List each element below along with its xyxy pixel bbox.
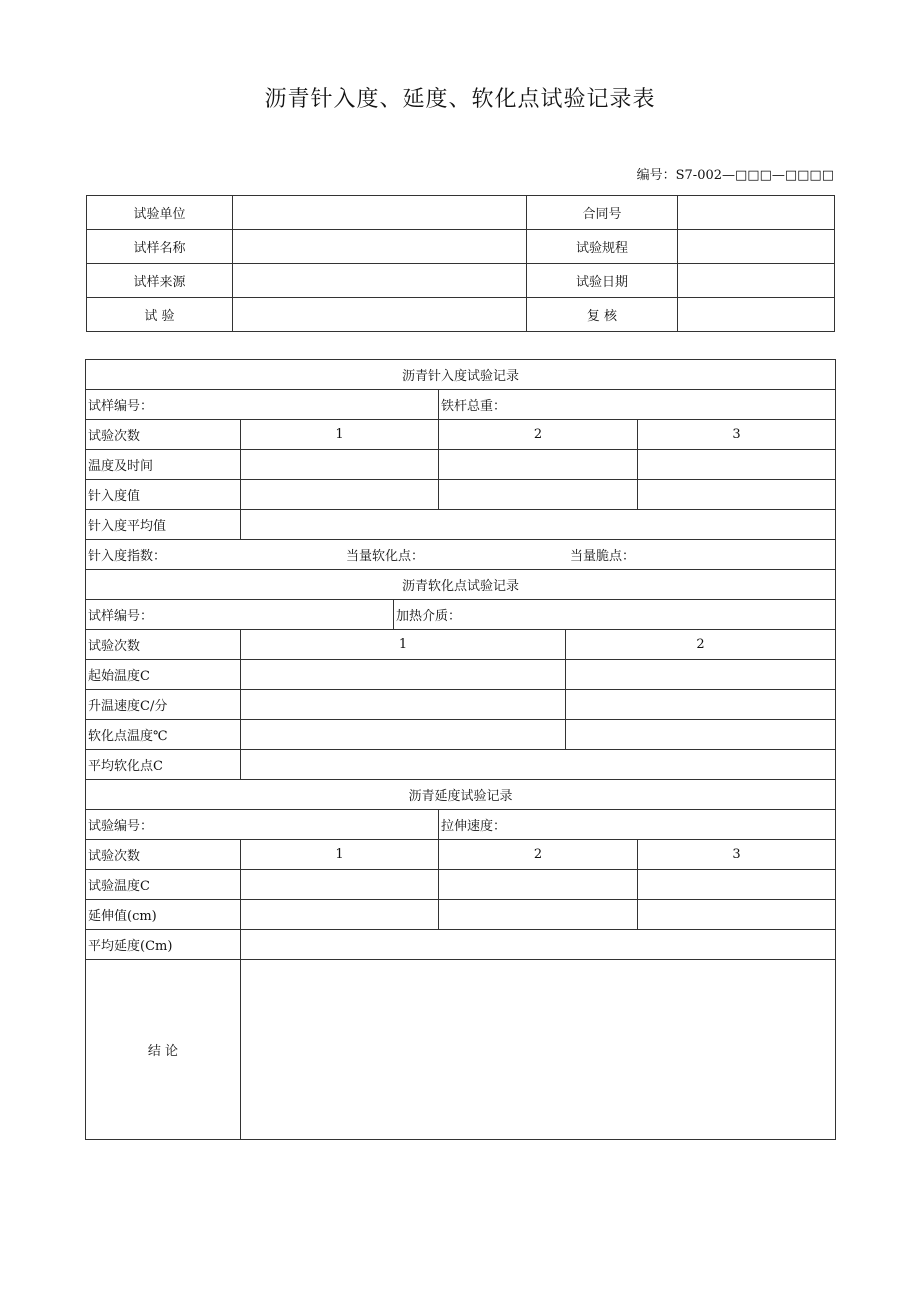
pen-temp-time-2[interactable] — [439, 450, 638, 480]
soft-avg-label: 平均软化点C — [86, 750, 241, 780]
pen-sample-no[interactable]: 试样编号： — [86, 390, 439, 420]
soft-start-temp-1[interactable] — [241, 660, 566, 690]
label-reviewer: 复 核 — [527, 298, 678, 332]
duct-trial-1: 1 — [241, 840, 439, 870]
duct-value-1[interactable] — [241, 900, 439, 930]
duct-value-2[interactable] — [439, 900, 638, 930]
duct-trial-2: 2 — [439, 840, 638, 870]
label-date: 试验日期 — [527, 264, 678, 298]
label-spec: 试验规程 — [527, 230, 678, 264]
field-sample-name[interactable] — [233, 230, 527, 264]
field-contract[interactable] — [678, 196, 835, 230]
soft-trial-2: 2 — [566, 630, 836, 660]
duct-temp-3[interactable] — [638, 870, 836, 900]
pen-eq-soft: 当量软化点： — [346, 549, 425, 564]
field-unit[interactable] — [233, 196, 527, 230]
soft-start-temp-2[interactable] — [566, 660, 836, 690]
field-date[interactable] — [678, 264, 835, 298]
soft-trial-label: 试验次数 — [86, 630, 241, 660]
soft-trial-1: 1 — [241, 630, 566, 660]
soft-sample-no[interactable]: 试样编号： — [86, 600, 394, 630]
label-sample-source: 试样来源 — [87, 264, 233, 298]
soft-rate-label: 升温速度C/分 — [86, 690, 241, 720]
form-code: 编号：S7-002—□□□—□□□□ — [636, 168, 834, 183]
pen-eq-brittle: 当量脆点： — [570, 549, 636, 564]
pen-trial-1: 1 — [241, 420, 439, 450]
duct-temp-2[interactable] — [439, 870, 638, 900]
pen-index: 针入度指数： — [88, 549, 167, 564]
pen-index-row[interactable] — [86, 540, 836, 570]
soft-point-2[interactable] — [566, 720, 836, 750]
pen-section-title: 沥青针入度试验记录 — [86, 360, 836, 390]
info-table — [86, 195, 835, 332]
record-table — [85, 359, 836, 1140]
pen-value-3[interactable] — [638, 480, 836, 510]
duct-avg-value[interactable] — [241, 930, 836, 960]
pen-value-label: 针入度值 — [86, 480, 241, 510]
soft-avg-value[interactable] — [241, 750, 836, 780]
soft-section-title: 沥青软化点试验记录 — [86, 570, 836, 600]
pen-avg-label: 针入度平均值 — [86, 510, 241, 540]
soft-rate-2[interactable] — [566, 690, 836, 720]
duct-trial-3: 3 — [638, 840, 836, 870]
soft-rate-1[interactable] — [241, 690, 566, 720]
field-reviewer[interactable] — [678, 298, 835, 332]
soft-medium[interactable]: 加热介质： — [394, 600, 836, 630]
pen-temp-time-3[interactable] — [638, 450, 836, 480]
soft-point-1[interactable] — [241, 720, 566, 750]
pen-avg-value[interactable] — [241, 510, 836, 540]
label-unit: 试验单位 — [87, 196, 233, 230]
label-contract: 合同号 — [527, 196, 678, 230]
pen-trial-2: 2 — [439, 420, 638, 450]
field-sample-source[interactable] — [233, 264, 527, 298]
conclusion-label: 结 论 — [86, 960, 241, 1140]
duct-temp-1[interactable] — [241, 870, 439, 900]
page-title: 沥青针入度、延度、软化点试验记录表 — [264, 87, 656, 112]
soft-start-temp-label: 起始温度C — [86, 660, 241, 690]
pen-temp-time-1[interactable] — [241, 450, 439, 480]
label-tester: 试 验 — [87, 298, 233, 332]
soft-point-label: 软化点温度℃ — [86, 720, 241, 750]
field-spec[interactable] — [678, 230, 835, 264]
label-sample-name: 试样名称 — [87, 230, 233, 264]
field-tester[interactable] — [233, 298, 527, 332]
pen-trial-3: 3 — [638, 420, 836, 450]
duct-value-label: 延伸值(cm) — [86, 900, 241, 930]
pen-value-1[interactable] — [241, 480, 439, 510]
pen-temp-time-label: 温度及时间 — [86, 450, 241, 480]
duct-section-title: 沥青延度试验记录 — [86, 780, 836, 810]
conclusion-field[interactable] — [241, 960, 836, 1140]
pen-trial-label: 试验次数 — [86, 420, 241, 450]
duct-trial-label: 试验次数 — [86, 840, 241, 870]
pen-rod-weight[interactable]: 铁杆总重： — [439, 390, 836, 420]
duct-avg-label: 平均延度(Cm) — [86, 930, 241, 960]
duct-value-3[interactable] — [638, 900, 836, 930]
pen-value-2[interactable] — [439, 480, 638, 510]
duct-sample-no[interactable]: 试验编号： — [86, 810, 439, 840]
duct-speed[interactable]: 拉伸速度： — [439, 810, 836, 840]
duct-temp-label: 试验温度C — [86, 870, 241, 900]
